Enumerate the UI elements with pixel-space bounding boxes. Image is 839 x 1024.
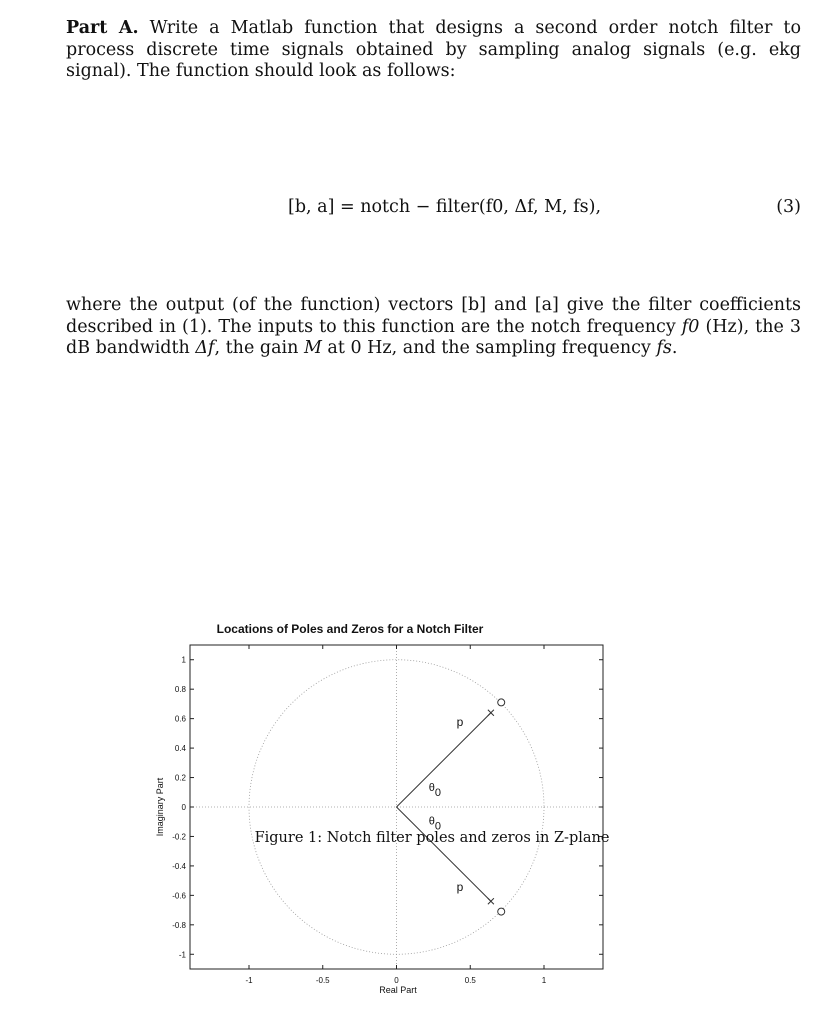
x-tick-label: 0.5 (464, 976, 476, 985)
chart-title: Locations of Poles and Zeros for a Notch Filter (216, 622, 484, 636)
x-tick-label: -0.5 (315, 976, 330, 985)
zero-marker (498, 908, 505, 915)
y-tick-label: 0.2 (174, 773, 186, 783)
part-a-intro: Write a Matlab function that designs a second order notch filter to process discrete time signals obtained by sampling analog signals (e.g. ekg signal). The function should look as follows: (66, 18, 801, 81)
ticks-layer (172, 645, 603, 985)
desc-text-1: where the output (of the function) vectors [b] and [a] give the filter coefficients described in (1). The inputs to this function are the notch frequency (66, 295, 801, 337)
x-tick-label: -1 (245, 976, 253, 985)
desc-fs: fs (656, 338, 672, 358)
desc-text-3: , the gain (214, 338, 304, 358)
pole-marker (488, 898, 494, 904)
y-tick-label: 0.6 (174, 714, 186, 724)
desc-m: M (303, 338, 322, 358)
x-axis-label: Real Part (379, 985, 417, 995)
p-annotation: p (456, 879, 464, 894)
y-tick-label: 0.8 (174, 685, 186, 695)
theta-annotation: θ0 (428, 781, 441, 799)
equation-body: [b, a] = notch − filter(f0, Δf, M, fs), (288, 197, 602, 217)
desc-text-2: (Hz), the 3 dB bandwidth (66, 316, 802, 358)
y-tick-label: -1 (178, 950, 186, 960)
pole-radius-line (397, 713, 491, 807)
p-annotation: p (456, 715, 464, 729)
x-tick-label: 1 (541, 976, 547, 985)
y-tick-label: 0.4 (174, 744, 186, 754)
y-tick-label: 1 (181, 655, 186, 665)
y-tick-label: -0.4 (172, 861, 186, 871)
y-tick-label: -0.6 (172, 891, 186, 901)
desc-text-4: at 0 Hz, and the sampling frequency (321, 338, 657, 358)
y-tick-label: -0.8 (172, 920, 186, 930)
x-tick-label: 0 (394, 976, 399, 985)
theta-annotation: θ0 (428, 815, 441, 833)
pole-marker (488, 710, 494, 716)
desc-text-5: . (671, 338, 678, 358)
desc-df: Δf (195, 338, 215, 358)
figure-caption: Figure 1: Notch filter poles and zeros in Z-plane (254, 830, 610, 846)
zero-marker (498, 699, 505, 706)
y-tick-label: -0.2 (172, 832, 186, 842)
part-a-label: Part A. (66, 18, 139, 38)
y-axis-label: Imaginary Part (155, 777, 165, 837)
equation-number: (3) (776, 197, 801, 217)
pole-radius-line (397, 807, 491, 901)
y-tick-label: 0 (181, 803, 186, 812)
desc-f0: f0 (681, 316, 700, 337)
